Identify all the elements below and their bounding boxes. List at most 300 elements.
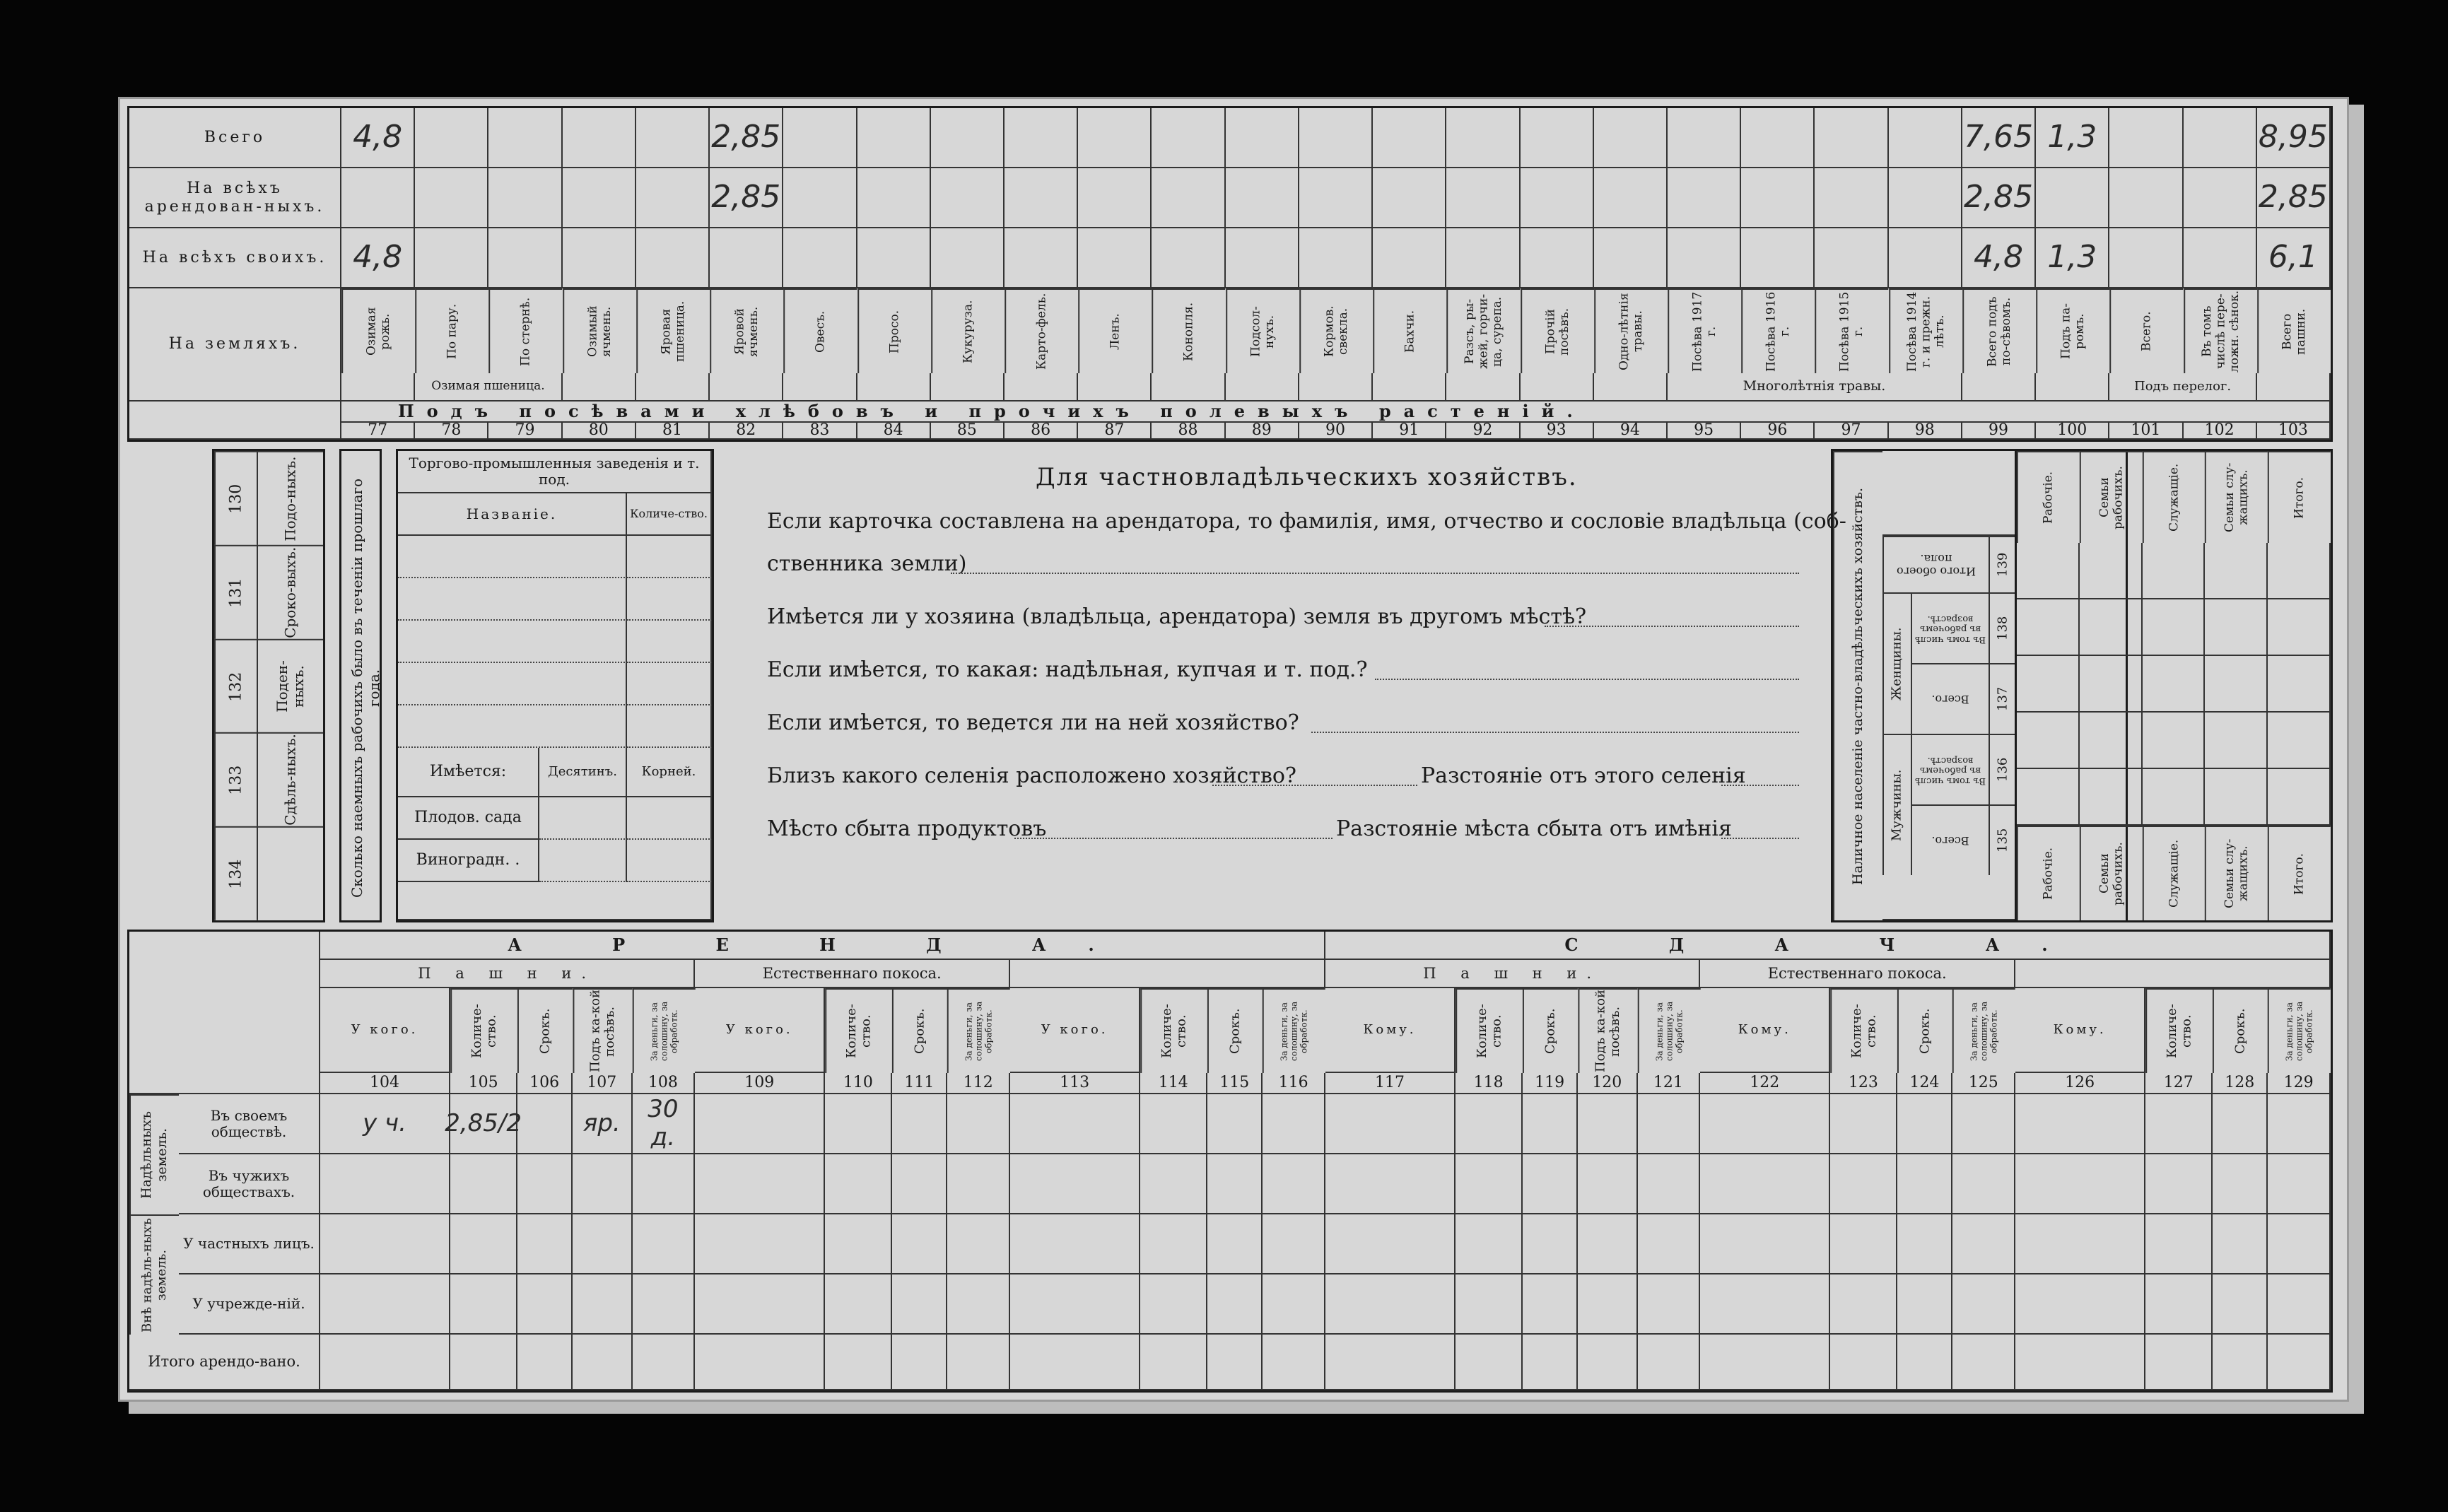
- lease-subgroup: [2015, 960, 2331, 988]
- data-cell: [2184, 108, 2257, 168]
- data-cell: [1078, 168, 1152, 228]
- lease-col-header: Количе-ство.: [2145, 988, 2213, 1073]
- nadel-label: Надѣльныхъ земель.: [129, 1094, 179, 1214]
- lease-data-cell: [2145, 1154, 2213, 1214]
- workers-data-cell: [2143, 656, 2206, 713]
- data-cell: [1815, 108, 1888, 168]
- lease-data-cell: [1830, 1094, 1897, 1154]
- header-cell-extension: [2036, 373, 2109, 402]
- lease-data-cell: [517, 1214, 573, 1274]
- desyatin-header: Десятинъ.: [539, 748, 627, 797]
- lease-data-cell: [1325, 1154, 1456, 1214]
- pop-num: 135: [1989, 804, 2017, 875]
- sub-header-mnogolet: Многолѣтнія травы.: [1668, 373, 1962, 402]
- row-label: Всего: [129, 108, 341, 168]
- population-label: Наличное населеніе частно-владѣльческихъ хозяйствъ.: [1833, 451, 1882, 920]
- crop-header: Прочій посѣвъ.: [1521, 288, 1594, 373]
- data-cell: [1741, 108, 1815, 168]
- trade-row: [398, 536, 627, 578]
- data-cell: [636, 168, 710, 228]
- answer-line: [1014, 838, 1333, 839]
- lease-data-cell: [573, 1154, 632, 1214]
- lease-data-cell: [892, 1214, 947, 1274]
- crop-header: Посѣва 1914 г. и прежн. лѣтъ.: [1889, 288, 1962, 373]
- lease-data-cell: [1207, 1335, 1263, 1390]
- lease-data-cell: [1830, 1214, 1897, 1274]
- lease-data-cell: [2015, 1274, 2145, 1335]
- lease-data-cell: [633, 1214, 696, 1274]
- lease-data-cell: [1523, 1274, 1578, 1335]
- lease-col-number: 108: [633, 1073, 696, 1094]
- trade-row: [398, 705, 627, 748]
- lease-data-cell: [1700, 1094, 1830, 1154]
- answer-line: [951, 573, 1799, 574]
- crop-header: Посѣва 1917 г.: [1668, 288, 1741, 373]
- top-crop-table: [127, 106, 2333, 442]
- hired-col-number: 133: [214, 732, 257, 826]
- column-number: 81: [636, 423, 710, 440]
- trade-row: [398, 621, 627, 663]
- workers-data-cell: [2017, 769, 2080, 826]
- workers-header-bottom: Семьи слу-жащихъ.: [2205, 826, 2268, 920]
- lease-data-cell: [2145, 1274, 2213, 1335]
- column-number: 103: [2257, 423, 2331, 440]
- data-cell: [1741, 228, 1815, 288]
- crop-header: Овесъ.: [783, 288, 857, 373]
- hired-col-number: 130: [214, 451, 257, 545]
- data-cell: [415, 168, 488, 228]
- lease-data-cell: [1140, 1214, 1207, 1274]
- itogo-label: Итого арендо-вано.: [129, 1335, 320, 1390]
- crop-header: Одно-лѣтнія травы.: [1594, 288, 1668, 373]
- lease-data-cell: [825, 1094, 892, 1154]
- answer-line: [1545, 626, 1799, 627]
- sub-header-ozimaya: Озимая пшеница.: [415, 373, 562, 402]
- private-farm-questions: [718, 449, 1898, 922]
- data-cell: [931, 168, 1005, 228]
- lease-data-cell: [1140, 1274, 1207, 1335]
- question-6a: Мѣсто сбыта продуктовъ: [767, 816, 1047, 841]
- trade-row: [398, 578, 627, 621]
- workers-data-cell: [2268, 769, 2331, 826]
- data-cell: [1446, 228, 1520, 288]
- lease-col-header: За деньги, за солошину, за обработк.: [2268, 988, 2331, 1073]
- column-number: 93: [1521, 423, 1594, 440]
- crop-header: Карто-фель.: [1005, 288, 1078, 373]
- question-4: Если имѣется, то ведется ли на ней хозяйство?: [767, 710, 1299, 735]
- data-cell: [563, 168, 636, 228]
- trade-name-header: Названіе.: [398, 493, 627, 536]
- lease-data-cell: [1207, 1154, 1263, 1214]
- lease-data-cell: [947, 1094, 1010, 1154]
- column-number: 80: [563, 423, 636, 440]
- pop-num: 136: [1989, 734, 2017, 804]
- question-6b: Разстояніе мѣста сбыта отъ имѣнія: [1336, 816, 1732, 841]
- lease-col-header: Подъ ка-кой посѣвъ.: [573, 988, 632, 1073]
- lease-col-number: 118: [1456, 1073, 1523, 1094]
- data-cell: [857, 228, 931, 288]
- data-cell: [1299, 168, 1373, 228]
- hired-workers-label: Сколько наемныхъ рабочихъ было въ теченіи прошлаго года.: [349, 478, 382, 898]
- workers-data-cell: [2143, 543, 2206, 599]
- lease-data-cell: [517, 1335, 573, 1390]
- data-cell: [1889, 228, 1962, 288]
- column-number: 101: [2109, 423, 2183, 440]
- lease-data-cell: [1700, 1335, 1830, 1390]
- workers-data-cell: [2268, 599, 2331, 656]
- lease-data-cell: [1578, 1154, 1637, 1214]
- lease-data-cell: [1207, 1214, 1263, 1274]
- lease-subgroup: Естественнаго покоса.: [1700, 960, 2015, 988]
- data-cell: [1299, 228, 1373, 288]
- lease-col-header: За деньги, за солошину, за обработк.: [1263, 988, 1325, 1073]
- lease-data-cell: [320, 1274, 450, 1335]
- question-5b: Разстояніе отъ этого селенія: [1421, 763, 1746, 788]
- sdacha-header: С Д А Ч А.: [1325, 932, 2331, 960]
- handwritten-value: 2,85: [2257, 168, 2331, 228]
- hired-col-label: Сдѣль-ныхъ.: [257, 732, 323, 826]
- lease-data-cell: [1638, 1214, 1701, 1274]
- lease-data-cell: [1952, 1094, 2015, 1154]
- lease-data-cell: [1638, 1274, 1701, 1335]
- workers-header-bottom: Семьи рабочихъ.: [2080, 826, 2143, 920]
- lease-data-cell: [2268, 1094, 2331, 1154]
- data-cell: [931, 228, 1005, 288]
- lease-data-cell: [2145, 1094, 2213, 1154]
- data-cell: [1373, 108, 1446, 168]
- row-label-blank: [129, 402, 341, 440]
- crop-header: По пару.: [415, 288, 488, 373]
- data-cell: [1446, 108, 1520, 168]
- lease-data-cell: [2213, 1335, 2268, 1390]
- crop-header: Озимый ячмень.: [563, 288, 636, 373]
- trade-row-qty: [627, 705, 712, 748]
- header-cell-extension: [1226, 373, 1299, 402]
- data-cell: [2109, 168, 2183, 228]
- data-cell: [783, 168, 857, 228]
- lease-data-cell: [2213, 1154, 2268, 1214]
- lease-data-cell: [825, 1214, 892, 1274]
- data-cell: [1889, 168, 1962, 228]
- lease-data-cell: [1897, 1094, 1952, 1154]
- hired-col-label: Поден-ныхъ.: [257, 639, 323, 733]
- lease-col-number: 128: [2213, 1073, 2268, 1094]
- lease-data-cell: [450, 1335, 517, 1390]
- sub-header-perelog: Подъ перелог.: [2109, 373, 2256, 402]
- data-cell: [1078, 108, 1152, 168]
- data-cell: [1226, 168, 1299, 228]
- lease-data-cell: [947, 1274, 1010, 1335]
- pop-num: 139: [1989, 536, 2017, 592]
- crop-header: Кормов. свекла.: [1299, 288, 1373, 373]
- lease-subgroup: [1010, 960, 1325, 988]
- workers-data-cell: [2205, 656, 2268, 713]
- lease-data-cell: [1140, 1335, 1207, 1390]
- lease-data-cell: [892, 1094, 947, 1154]
- header-cell-extension: [2257, 373, 2331, 402]
- data-cell: [2184, 168, 2257, 228]
- crop-header: Просо.: [857, 288, 931, 373]
- lease-data-cell: [1010, 1154, 1140, 1214]
- lease-data-cell: [1952, 1335, 2015, 1390]
- workers-data-cell: [2080, 713, 2143, 769]
- data-cell: [1005, 108, 1078, 168]
- lease-data-cell: [1700, 1214, 1830, 1274]
- handwritten-value: 4,8: [1962, 228, 2036, 288]
- crop-banner: Подъ посѣвами хлѣбовъ и прочихъ полевыхъ растеній.: [341, 402, 2331, 423]
- lease-data-cell: [1897, 1154, 1952, 1214]
- lease-data-cell: [1325, 1274, 1456, 1335]
- lease-col-header: Подъ ка-кой посѣвъ.: [1578, 988, 1637, 1073]
- handwritten-value: 1,3: [2036, 108, 2109, 168]
- column-number: 102: [2184, 423, 2257, 440]
- hired-col-label: [257, 826, 323, 920]
- data-cell: [488, 228, 562, 288]
- data-cell: [857, 108, 931, 168]
- lease-data-cell: [947, 1154, 1010, 1214]
- lease-data-cell: [1830, 1335, 1897, 1390]
- question-1b: ственника земли): [767, 551, 967, 576]
- crop-header: Яровой ячмень.: [710, 288, 783, 373]
- lease-col-header: Кому.: [1325, 988, 1456, 1073]
- lease-data-cell: [517, 1154, 573, 1214]
- lease-subgroup: Естественнаго покоса.: [695, 960, 1010, 988]
- header-cell-extension: [1594, 373, 1668, 402]
- lease-col-number: 104: [320, 1073, 450, 1094]
- workers-header-top: Рабочіе.: [2017, 451, 2080, 543]
- lease-data-cell: [1140, 1094, 1207, 1154]
- data-cell: [783, 108, 857, 168]
- column-number: 77: [341, 423, 415, 440]
- lease-data-cell: [1523, 1335, 1578, 1390]
- column-number: 82: [710, 423, 783, 440]
- lease-data-cell: [2268, 1154, 2331, 1214]
- crop-header: Кукуруза.: [931, 288, 1005, 373]
- data-cell: [636, 108, 710, 168]
- column-number: 94: [1594, 423, 1668, 440]
- lease-data-cell: [450, 1274, 517, 1335]
- hired-col-label: Подо-ныхъ.: [257, 451, 323, 545]
- lease-col-header: Количе-ство.: [1830, 988, 1897, 1073]
- lease-data-cell: [695, 1154, 825, 1214]
- lease-data-cell: [1140, 1154, 1207, 1214]
- lease-row-label: У учрежде-ній.: [179, 1274, 320, 1335]
- lease-col-header: Количе-ство.: [1140, 988, 1207, 1073]
- lease-col-number: 129: [2268, 1073, 2331, 1094]
- men-label: Мужчины.: [1882, 734, 1911, 875]
- lease-data-cell: [947, 1214, 1010, 1274]
- question-2: Имѣется ли у хозяина (владѣльца, арендатора) земля въ другомъ мѣстѣ?: [767, 604, 1587, 629]
- lease-data-cell: [1325, 1214, 1456, 1274]
- lease-data-cell: [1952, 1274, 2015, 1335]
- lease-col-header: За деньги, за солошину, за обработк.: [947, 988, 1010, 1073]
- data-cell: [710, 228, 783, 288]
- answer-line: [1311, 732, 1799, 733]
- lease-data-cell: [1456, 1154, 1523, 1214]
- lease-data-cell: [1578, 1274, 1637, 1335]
- hired-label-column: [339, 449, 382, 922]
- column-number: 100: [2036, 423, 2109, 440]
- lease-data-cell: [633, 1335, 696, 1390]
- lease-col-number: 112: [947, 1073, 1010, 1094]
- lease-col-number: 105: [450, 1073, 517, 1094]
- data-cell: [857, 168, 931, 228]
- lease-data-cell: [695, 1214, 825, 1274]
- handwritten-value: яр.: [573, 1094, 632, 1154]
- lease-col-number: 126: [2015, 1073, 2145, 1094]
- column-number: 91: [1373, 423, 1446, 440]
- lease-col-header: Количе-ство.: [1456, 988, 1523, 1073]
- data-cell: [1373, 168, 1446, 228]
- vne-label: Внѣ надѣль-ныхъ земель.: [129, 1214, 179, 1335]
- lease-data-cell: [1578, 1335, 1637, 1390]
- has-label: Имѣется:: [398, 748, 539, 797]
- lease-data-cell: [1638, 1154, 1701, 1214]
- vineyard-desyatin: [539, 840, 627, 882]
- data-cell: [1889, 108, 1962, 168]
- answer-line: [1721, 838, 1799, 839]
- header-cell-extension: [341, 373, 415, 402]
- lease-data-cell: [1638, 1335, 1701, 1390]
- row-label: На всѣхъ арендован-ныхъ.: [129, 168, 341, 228]
- handwritten-value: 2,85: [710, 168, 783, 228]
- lease-corner: [129, 932, 320, 1094]
- workers-header-bottom: Рабочіе.: [2017, 826, 2080, 920]
- lease-data-cell: [1638, 1094, 1701, 1154]
- column-number: 98: [1889, 423, 1962, 440]
- lease-data-cell: [1325, 1335, 1456, 1390]
- workers-data-cell: [2205, 769, 2268, 826]
- column-number: 95: [1668, 423, 1741, 440]
- data-cell: [1594, 168, 1668, 228]
- lease-data-cell: [2015, 1214, 2145, 1274]
- header-cell-extension: [710, 373, 783, 402]
- lease-col-number: 122: [1700, 1073, 1830, 1094]
- header-cell-extension: [1521, 373, 1594, 402]
- data-cell: [636, 228, 710, 288]
- lease-data-cell: [573, 1274, 632, 1335]
- lease-data-cell: [2268, 1335, 2331, 1390]
- lease-data-cell: [825, 1335, 892, 1390]
- lease-data-cell: [1578, 1094, 1637, 1154]
- lease-col-header: Количе-ство.: [450, 988, 517, 1073]
- workers-data-cell: [2080, 769, 2143, 826]
- column-number: 88: [1152, 423, 1225, 440]
- header-cell-extension: [563, 373, 636, 402]
- lease-data-cell: [947, 1335, 1010, 1390]
- trade-row: [398, 663, 627, 705]
- lease-col-number: 107: [573, 1073, 632, 1094]
- handwritten-value: 1,3: [2036, 228, 2109, 288]
- lease-data-cell: [1263, 1094, 1325, 1154]
- crop-header: Посѣва 1915 г.: [1815, 288, 1888, 373]
- trade-row-qty: [627, 621, 712, 663]
- men-total: Всего.: [1911, 804, 1989, 875]
- crop-header: Всего пашни.: [2257, 288, 2331, 373]
- trade-row-qty: [627, 536, 712, 578]
- workers-data-cell: [2017, 599, 2080, 656]
- garden-desyatin: [539, 797, 627, 840]
- crop-header: Всего подъ по-сѣвомъ.: [1962, 288, 2036, 373]
- lease-data-cell: [1263, 1154, 1325, 1214]
- data-cell: [563, 228, 636, 288]
- korney-header: Корней.: [627, 748, 712, 797]
- pop-blank-top: [1882, 451, 2017, 536]
- column-number: 92: [1446, 423, 1520, 440]
- data-cell: [2109, 228, 2183, 288]
- workers-header-top: Семьи рабочихъ.: [2080, 451, 2143, 543]
- lease-col-header: Срокъ.: [892, 988, 947, 1073]
- row-label: На всѣхъ своихъ.: [129, 228, 341, 288]
- data-cell: [1446, 168, 1520, 228]
- data-cell: [563, 108, 636, 168]
- lease-data-cell: [573, 1214, 632, 1274]
- lease-data-cell: [1263, 1335, 1325, 1390]
- workers-data-cell: [2205, 599, 2268, 656]
- column-number: 85: [931, 423, 1005, 440]
- lease-data-cell: [1263, 1214, 1325, 1274]
- lease-data-cell: [2015, 1335, 2145, 1390]
- data-cell: [1668, 108, 1741, 168]
- crop-header: Яровая пшеница.: [636, 288, 710, 373]
- crop-header: Посѣва 1916 г.: [1741, 288, 1815, 373]
- crop-header: Разсъ, ры-жей, горчи-ца, сурепа.: [1446, 288, 1520, 373]
- data-cell: [1521, 228, 1594, 288]
- handwritten-value: 4,8: [341, 228, 415, 288]
- answer-line: [1721, 785, 1799, 786]
- lease-col-number: 114: [1140, 1073, 1207, 1094]
- data-cell: [2184, 228, 2257, 288]
- lease-col-header: Срокъ.: [1523, 988, 1578, 1073]
- data-cell: [1226, 228, 1299, 288]
- women-working-age: Въ томъ числѣ въ рабочемъ возрастѣ.: [1911, 592, 1989, 663]
- lease-data-cell: [2015, 1094, 2145, 1154]
- crop-header: Конопля.: [1152, 288, 1225, 373]
- trade-bottom-blank: [398, 882, 712, 920]
- crop-header: Бахчи.: [1373, 288, 1446, 373]
- lease-data-cell: [2145, 1214, 2213, 1274]
- lease-data-cell: [1010, 1094, 1140, 1154]
- lease-col-number: 110: [825, 1073, 892, 1094]
- row-label: На земляхъ.: [129, 288, 341, 402]
- lease-data-cell: [517, 1274, 573, 1335]
- men-working-age: Въ томъ числѣ въ рабочемъ возрастѣ.: [1911, 734, 1989, 804]
- header-cell-extension: [1078, 373, 1152, 402]
- vineyard-korney: [627, 840, 712, 882]
- workers-header-bottom: Итого.: [2268, 826, 2331, 920]
- answer-line: [1375, 679, 1799, 680]
- header-cell-extension: [1152, 373, 1225, 402]
- lease-data-cell: [1952, 1154, 2015, 1214]
- lease-data-cell: [1897, 1335, 1952, 1390]
- pop-blank-bottom: [1882, 875, 2017, 920]
- handwritten-value: 4,8: [341, 108, 415, 168]
- data-cell: [415, 228, 488, 288]
- hired-col-number: 132: [214, 639, 257, 733]
- lease-col-number: 124: [1897, 1073, 1952, 1094]
- trade-title: Торгово-промышленныя заведенія и т. под.: [398, 451, 712, 493]
- header-cell-extension: [636, 373, 710, 402]
- lease-col-header: Срокъ.: [2213, 988, 2268, 1073]
- lease-data-cell: [1456, 1094, 1523, 1154]
- header-cell-extension: [857, 373, 931, 402]
- data-cell: [341, 168, 415, 228]
- trade-row-qty: [627, 578, 712, 621]
- lease-data-cell: [1700, 1274, 1830, 1335]
- garden-label: Плодов. сада: [398, 797, 539, 840]
- lease-data-cell: [2213, 1214, 2268, 1274]
- workers-header-top: Служащіе.: [2143, 451, 2206, 543]
